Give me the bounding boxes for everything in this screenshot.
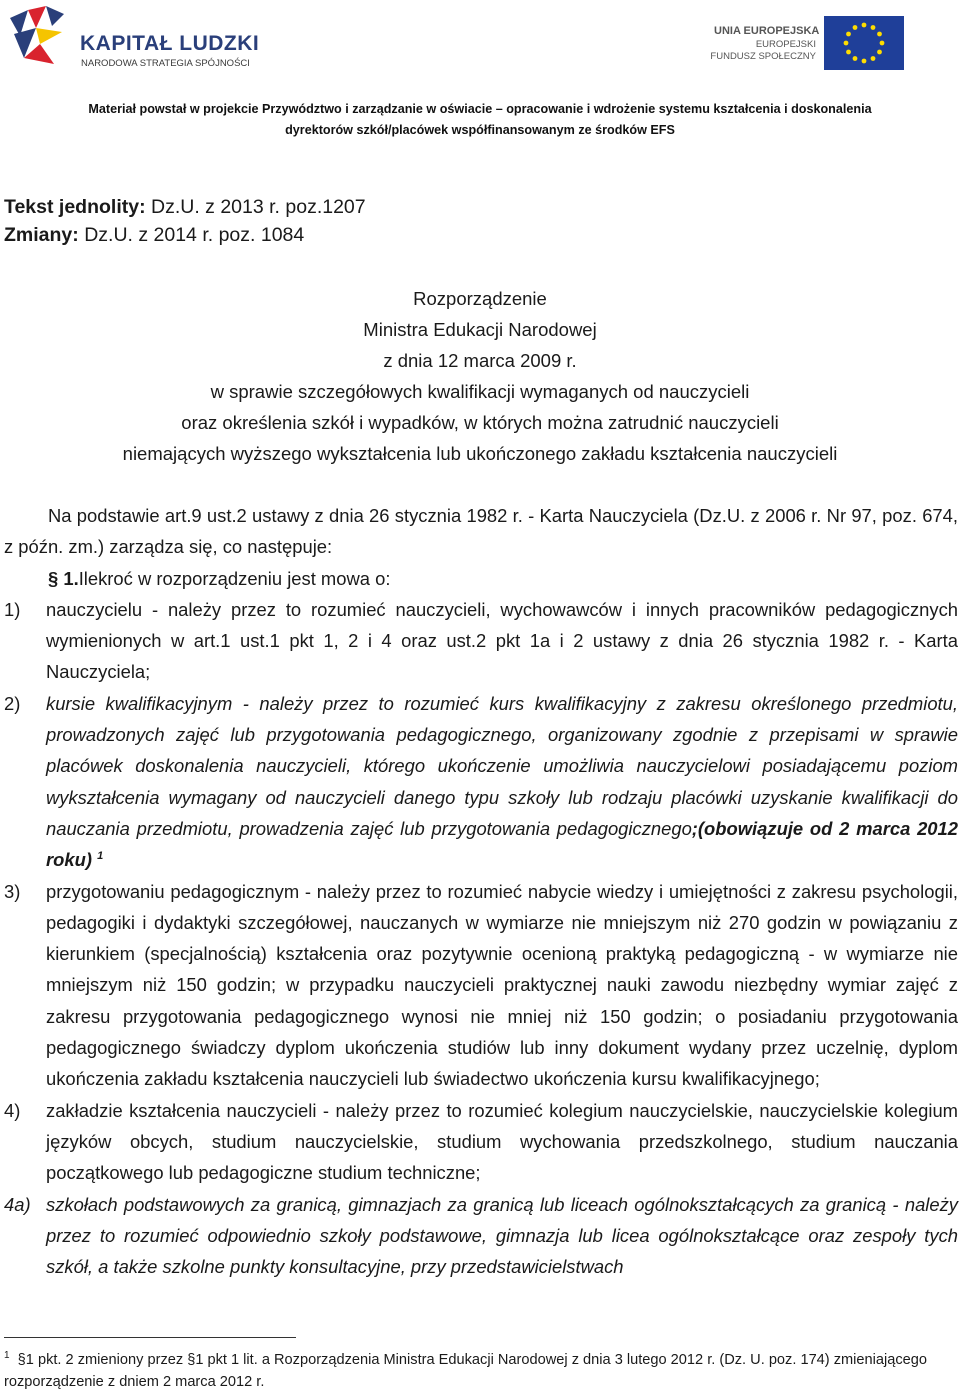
kapital-ludzki-subtitle: NARODOWA STRATEGIA SPÓJNOŚCI	[81, 58, 250, 69]
title-line-2: Ministra Edukacji Narodowej	[363, 319, 597, 340]
footnote-reference[interactable]: 1	[97, 850, 104, 863]
list-item-text: szkołach podstawowych za granicą, gimnazjach za granicą lub liceach ogólnokształcących za granicą - należy przez to rozumieć odpowiednio szkoły podstawowe, gimnazja lub licea ogólnokształcące oraz zespoły tych szkół, a także szkolne punkty konsultacyjne, przy przedstawicielstwach	[46, 1193, 958, 1278]
list-item-number: 4a)	[4, 1193, 31, 1215]
kapital-ludzki-title: KAPITAŁ LUDZKI	[80, 32, 260, 55]
title-line-5: oraz określenia szkół i wypadków, w których można zatrudnić nauczycieli	[181, 412, 779, 433]
list-item	[4, 876, 958, 1095]
list-item	[4, 594, 958, 688]
kapital-ludzki-emblem-icon	[6, 4, 76, 68]
consolidated-text-label: Tekst jednolity:	[4, 196, 146, 218]
list-item-text: nauczycielu - należy przez to rozumieć nauczycieli, wychowawców i innych pracowników pedagogicznych wymienionych w art.1 ust.1 pkt 1, 2 i 4 oraz ust.2 pkt 1a i 2 ustawy z dnia 26 stycznia 1982 r. - Karta Nauczyciela;	[46, 598, 958, 683]
section-mark: § 1.	[48, 567, 79, 589]
eu-logo	[710, 16, 924, 72]
title-line-3: z dnia 12 marca 2009 r.	[383, 350, 577, 371]
consolidated-text-value: Dz.U. z 2013 r. poz.1207	[151, 196, 366, 218]
list-item-number: 3)	[4, 880, 21, 902]
amendments-line	[4, 221, 366, 249]
footnote	[4, 1349, 958, 1393]
regulation-body	[4, 500, 958, 1282]
amendments-value: Dz.U. z 2014 r. poz. 1084	[84, 224, 305, 246]
eu-logo-line2: EUROPEJSKI	[755, 39, 816, 50]
title-line-6: niemających wyższego wykształcenia lub ukończonego zakładu kształcenia nauczycieli	[122, 443, 838, 464]
list-item-number: 1)	[4, 598, 21, 620]
intro-paragraph: Na podstawie art.9 ust.2 ustawy z dnia 26 stycznia 1982 r. - Karta Nauczyciela (Dz.U. z 2006 r. Nr 97, poz. 674, z późn. zm.) zarządza się, co następuje:	[4, 505, 958, 558]
kapital-ludzki-logo	[6, 4, 276, 74]
project-note-line2: dyrektorów szkół/placówek współfinansowanym ze środków EFS	[285, 123, 675, 137]
title-line-4: w sprawie szczegółowych kwalifikacji wymaganych od nauczycieli	[210, 381, 750, 402]
list-item-number: 2)	[4, 692, 21, 714]
list-item-text: kursie kwalifikacyjnym - należy przez to rozumieć kurs kwalifikacyjny z zakresu określonego przedmiotu, prowadzonych zajęć lub przygotowania pedagogicznego, organizowany zgodnie z przepisami w sprawie placówek doskonalenia nauczycieli, którego ukończenie umożliwia nauczycielowi posiadającemu poziom wykształcenia wymagany od nauczycieli danego typu szkoły lub rodzaju placówki uzyskanie kwalifikacji do nauczania przedmiotu, prowadzenia zajęć lub przygotowania pedagogicznego	[46, 692, 958, 839]
section-1-heading	[4, 563, 958, 594]
project-note-line1: Materiał powstał w projekcie Przywództwo i zarządzanie w oświacie – opracowanie i wdrożenie systemu kształcenia i doskonalenia	[88, 102, 872, 116]
eu-logo-line1: UNIA EUROPEJSKA	[714, 25, 820, 37]
eu-logo-line3: FUNDUSZ SPOŁECZNY	[710, 51, 816, 62]
list-item	[4, 688, 958, 876]
regulation-title	[0, 283, 960, 469]
footnote-separator	[4, 1337, 296, 1338]
effective-date-note: ;(obowiązuje od 2 marca 2012 roku)	[46, 817, 958, 871]
list-item-number: 4)	[4, 1099, 21, 1121]
eu-flag-icon	[824, 16, 904, 70]
consolidated-text-line	[4, 193, 366, 221]
list-item-text: przygotowaniu pedagogicznym - należy przez to rozumieć nabycie wiedzy i umiejętności z zakresu psychologii, pedagogiki i dydaktyki szczegółowej, nauczanych w wymiarze nie mniejszym niż 270 godzin w powiązaniu z kierunkiem (specjalnością) kształcenia oraz pozytywnie ocenioną praktyką pedagogiczną - w wymiarze nie mniejszym niż 150 godzin; w przypadku nauczycieli praktycznej nauki zawodu niezbędny wymiar zajęć z zakresu przygotowania pedagogicznego wynosi nie mniej niż 150 godzin; o posiadaniu przygotowania pedagogicznego świadczy dyplom ukończenia studiów lub inny dokument wydany przez uczelnię, dyplom ukończenia zakładu kształcenia nauczycieli lub świadectwo ukończenia kursu kwalifikacyjnego;	[46, 880, 958, 1090]
project-note	[0, 99, 960, 141]
section-text: Ilekroć w rozporządzeniu jest mowa o:	[78, 567, 391, 589]
list-item	[4, 1189, 958, 1283]
list-item	[4, 1095, 958, 1189]
list-item-text: zakładzie kształcenia nauczycieli - należy przez to rozumieć kolegium nauczycielskie, nauczycielskie kolegium języków obcych, studium nauczycielskie, studium wychowania przedszkolnego, studium nauczania początkowego lub pedagogiczne studium techniczne;	[46, 1099, 958, 1184]
footnote-text: §1 pkt. 2 zmieniony przez §1 pkt 1 lit. a Rozporządzenia Ministra Edukacji Narodowej z dnia 3 lutego 2012 r. (Dz. U. poz. 174) zmieniającego rozporządzenie z dniem 2 marca 2012 r.	[4, 1352, 928, 1390]
document-meta	[4, 193, 366, 249]
list-item-text-container	[46, 688, 958, 876]
footnote-mark: 1	[4, 1350, 10, 1362]
title-line-1: Rozporządzenie	[413, 288, 547, 309]
amendments-label: Zmiany:	[4, 224, 79, 246]
